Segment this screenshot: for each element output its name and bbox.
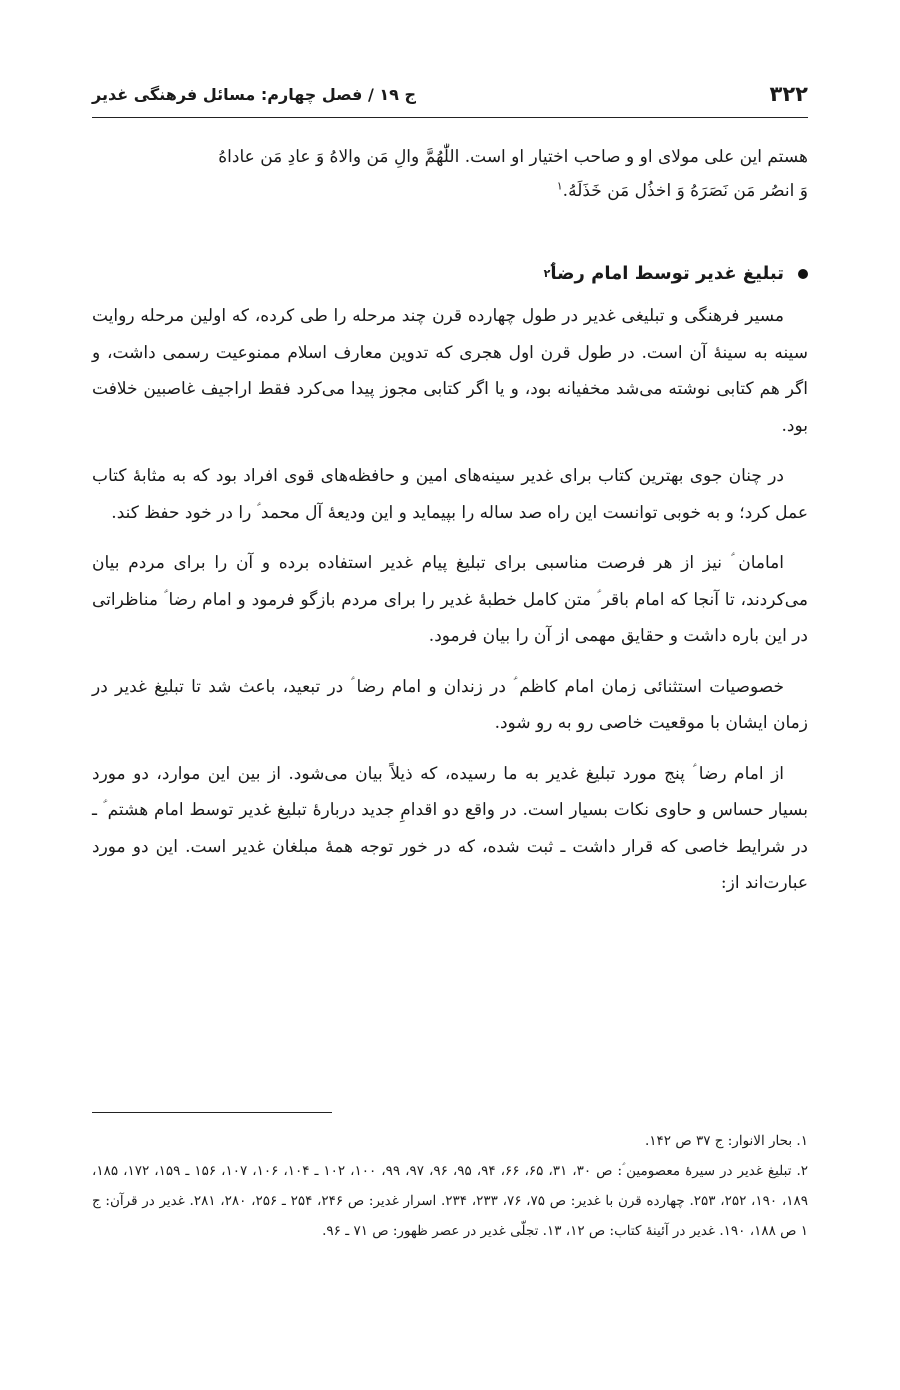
section-heading-text: تبلیغ غدیر توسط امام رضا [550, 263, 784, 284]
main-text [92, 140, 808, 902]
running-title: ج ۱۹ / فصل چهارم: مسائل فرهنگی غدیر [92, 84, 417, 104]
page-number: ۳۲۲ [769, 82, 808, 106]
book-page [92, 0, 808, 1390]
running-header [92, 74, 808, 114]
paragraph-1: مسیر فرهنگی و تبلیغی غدیر در طول چهارده قرن چند مرحله را طی کرده، که اولین مرحله روایت سینه به سینهٔ آن است. در طول قرن اول هجری که تدوین معارف اسلام ممنوعیت رسمی داشت، و اگر هم کتابی نوشته می‌شد مخفیانه بود، و یا اگر کتابی مجوز پیدا می‌کرد فقط اراجیف غاصبین خلافت بود. [92, 306, 808, 436]
footnote-2: ۲. تبلیغ غدیر در سیرهٔ معصومین ؑ: ص ۳۰، ۳۱، ۶۵، ۶۶، ۹۴، ۹۵، ۹۶، ۹۷، ۹۹، ۱۰۰، ۱۰۲ ـ ۱۰۴، ۱۰۶، ۱۰۷، ۱۵۶ ـ ۱۵۹، ۱۷۲، ۱۸۵، ۱۸۹، ۱۹۰، ۲۵۲، ۲۵۳. چهارده قرن با غدیر: ص ۷۵، ۷۶، ۲۳۳، ۲۳۴. اسرار غدیر: ص ۲۴۶، ۲۵۴ ـ ۲۵۶، ۲۸۰، ۲۸۱. غدیر در قرآن: ج ۱ ص ۱۸۸، ۱۹۰. غدیر در آئینهٔ کتاب: ص ۱۲، ۱۳. تجلّی غدیر در عصر ظهور: ص ۷۱ ـ ۹۶. [92, 1163, 809, 1239]
footnotes [92, 1126, 808, 1246]
paragraph-3: امامان ؑ نیز از هر فرصت مناسبی برای تبلیغ پیام غدیر استفاده برده و آن را برای مردم بیان می‌کردند، تا آنجا که امام باقر ؑ متن کامل خطبهٔ غدیر را برای مردم بازگو فرمود و امام رضا ؑ مناظراتی در این باره داشت و حقایق مهمی از آن را بیان فرمود. [92, 553, 808, 646]
paragraph-2: در چنان جوی بهترین کتاب برای غدیر سینه‌های امین و حافظه‌های قوی افراد بود که به مثابهٔ کتاب عمل کرد؛ و به خوبی توانست این راه صد ساله را بپیماید و این ودیعهٔ آل محمد ؑ را در خود حفظ کند. [92, 466, 808, 523]
bullet-icon [798, 269, 808, 279]
footnote-ref-1[interactable]: ۱ [556, 179, 563, 193]
section-heading: تبلیغ غدیر توسط امام رضا ۲ [92, 256, 808, 292]
footnote-rule [92, 1112, 332, 1113]
quote-line-1: هستم این علی مولای او و صاحب اختیار او است. اللّٰهُمَّ والِ مَن والاهُ وَ عادِ مَن عاداهُ [218, 147, 808, 167]
paragraph-4: خصوصیات استثنائی زمان امام کاظم ؑ در زندان و امام رضا ؑ در تبعید، باعث شد تا تبلیغ غدیر در زمان ایشان با موقعیت خاصی رو به رو شود. [92, 676, 808, 733]
paragraph-5: از امام رضا ؑ پنج مورد تبلیغ غدیر به ما رسیده، که ذیلاً بیان می‌شود. از بین این موارد، دو مورد بسیار حساس و حاوی نکات بسیار است. در واقع دو اقدامِ جدید دربارهٔ تبلیغ غدیر توسط امام هشتم ؑ ـ در شرایط خاصی که قرار داشت ـ ثبت شده، که در خور توجه همهٔ مبلغان غدیر است. این دو مورد عبارت‌اند از: [92, 763, 808, 893]
quote-text: وَ انصُر مَن نَصَرَهُ وَ اخذُل مَن خَذَلَهُ. [562, 181, 808, 201]
footnote-1: ۱. بحار الانوار: ج ۳۷ ص ۱۴۲. [644, 1133, 808, 1149]
header-rule [92, 117, 808, 118]
quote-line-2 [92, 174, 808, 208]
